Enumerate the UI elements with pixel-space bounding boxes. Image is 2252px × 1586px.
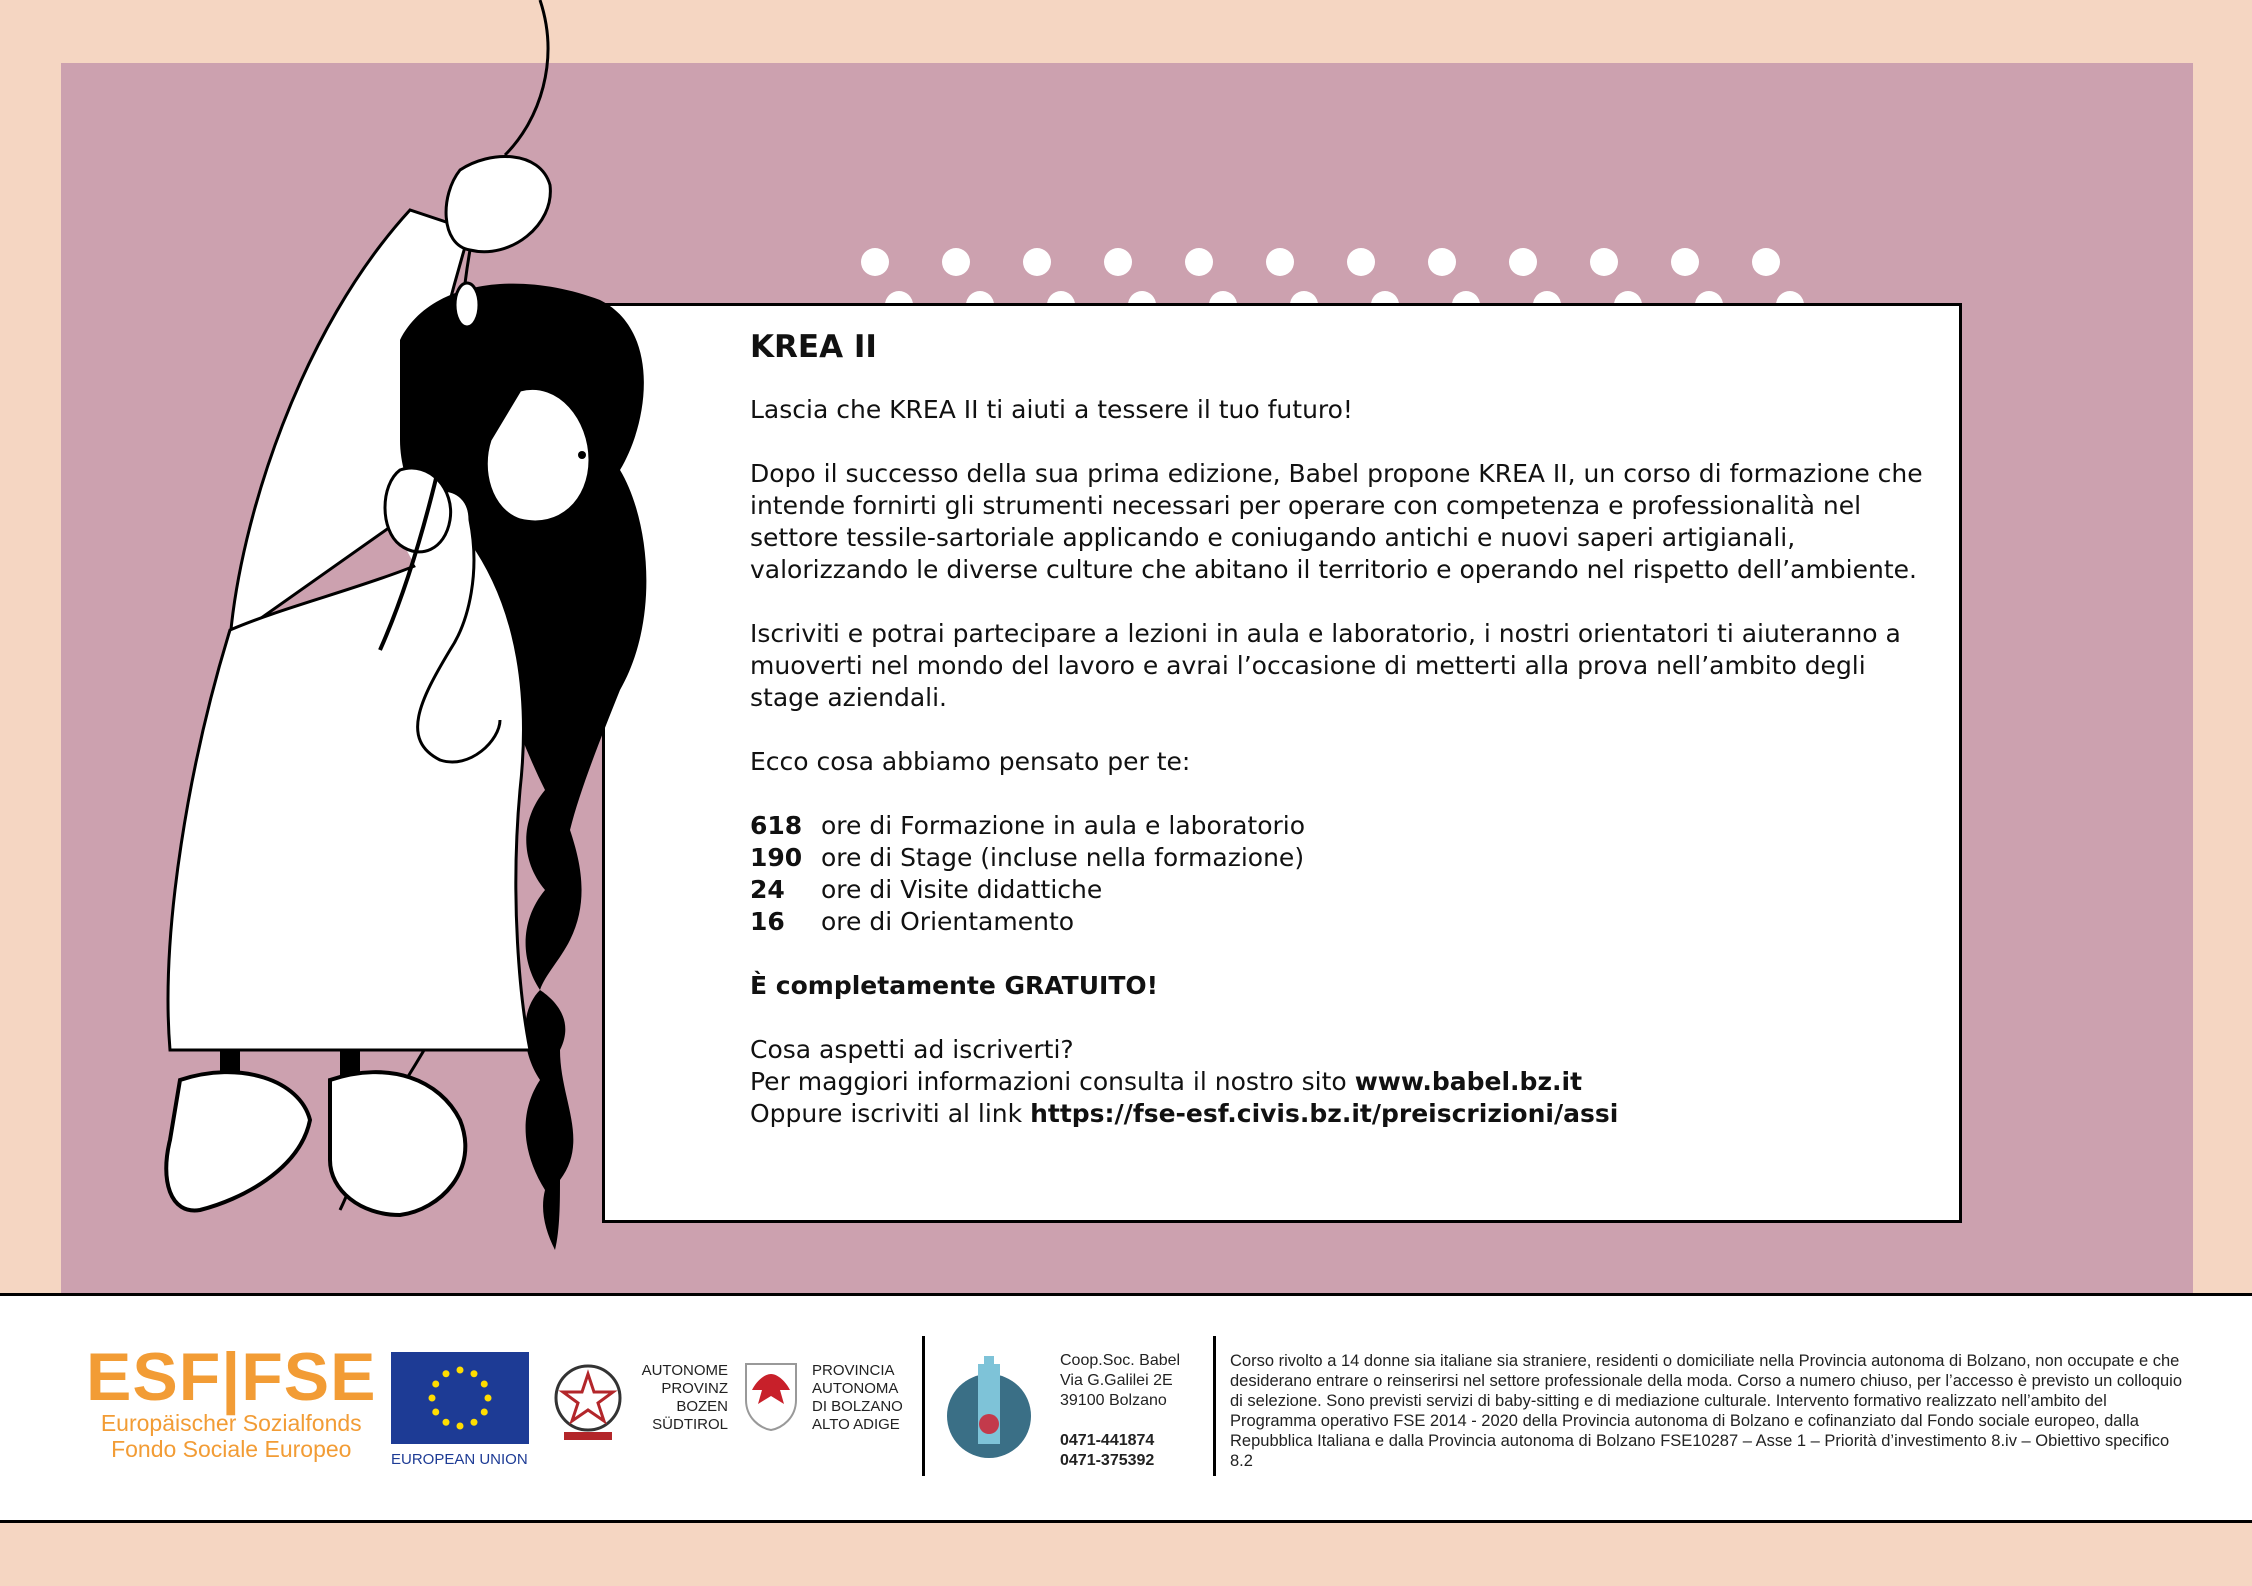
registration-link[interactable]: https://fse-esf.civis.bz.it/preiscrizioni/assi (1030, 1099, 1619, 1128)
eu-flag-icon (391, 1352, 529, 1444)
eu-star-icon (481, 1409, 488, 1416)
cta-question: Cosa aspetti ad iscriverti? (750, 1035, 1074, 1064)
esf-logo (86, 1339, 377, 1462)
hours-label: ore di Formazione in aula e laboratorio (821, 811, 1306, 840)
eu-star-icon (443, 1370, 450, 1377)
province-de-line: PROVINZ (661, 1380, 728, 1397)
hours-label: ore di Stage (incluse nella formazione) (821, 843, 1305, 872)
offer-heading: Ecco cosa abbiamo pensato per te: (750, 747, 1191, 776)
eu-label: EUROPEAN UNION (391, 1451, 528, 1468)
coop-street: Via G.Galilei 2E (1060, 1372, 1173, 1389)
babel-logo-icon (942, 1354, 1036, 1464)
hours-value: 16 (750, 907, 785, 936)
phone-1[interactable]: 0471-441874 (1060, 1432, 1155, 1449)
call-to-action (750, 1034, 1930, 1130)
eu-star-icon (471, 1419, 478, 1426)
province-de-line: SÜDTIROL (652, 1416, 728, 1433)
province-it-line: DI BOLZANO (812, 1398, 903, 1415)
hours-item (750, 874, 1930, 906)
eu-star-icon (443, 1419, 450, 1426)
province-it-line: AUTONOMA (812, 1380, 899, 1397)
footer (0, 1293, 2252, 1523)
hours-list (750, 810, 1930, 938)
hours-item (750, 810, 1930, 842)
coop-address (1060, 1351, 1180, 1471)
province-it-line: ALTO ADIGE (812, 1416, 900, 1433)
cta-link-line (750, 1098, 1930, 1130)
hours-value: 618 (750, 811, 803, 840)
eu-star-icon (457, 1423, 464, 1430)
description-paragraph-1: Dopo il successo della sua prima edizione, Babel propone KREA II, un corso di formazione che intende fornirti gli strumenti necessari per operare con competenza e professionalità nel settore tessile-sartoriale applicando e coniugando antichi e nuovi saperi artigianali, valorizzando le diverse culture che abitano il territorio e operando nel rispetto dell’ambiente. (750, 459, 1923, 584)
eu-star-icon (481, 1381, 488, 1388)
italian-republic-emblem-icon (550, 1356, 626, 1446)
eu-star-icon (471, 1370, 478, 1377)
divider (1213, 1336, 1216, 1476)
eu-star-icon (432, 1409, 439, 1416)
hours-label: ore di Visite didattiche (821, 875, 1103, 904)
province-name-it (812, 1362, 903, 1434)
course-title: KREA II (750, 329, 877, 365)
eu-star-icon (429, 1395, 436, 1402)
website-link[interactable]: www.babel.bz.it (1354, 1067, 1583, 1096)
province-it-line: PROVINCIA (812, 1362, 895, 1379)
funding-info: Corso rivolto a 14 donne sia italiane sia straniere, residenti o domiciliate nella Provincia autonoma di Bolzano, non occupate e che desiderano entrare o reinserirsi nel settore professionale della moda. Corso a numero chiuso, per l’accesso è previsto un colloquio di selezione. Sono previsti servizi di baby-sitting e di mediazione culturale. Intervento formativo realizzato nell’ambito del Programma operativo FSE 2014 - 2020 della Provincia autonoma di Bolzano e cofinanziato dal Fondo sociale europeo, dalla Repubblica Italiana e dalla Provincia autonoma di Bolzano FSE10287 – Asse 1 – Priorità d’investimento 8.iv – Obiettivo specifico 8.2 (1230, 1352, 2183, 1470)
cta-site-prefix: Per maggiori informazioni consulta il nostro sito (750, 1067, 1355, 1096)
coop-name: Coop.Soc. Babel (1060, 1352, 1181, 1369)
hours-value: 190 (750, 843, 803, 872)
course-description (750, 322, 1930, 1130)
hours-item (750, 842, 1930, 874)
phone-2[interactable]: 0471-375392 (1060, 1452, 1155, 1469)
hours-value: 24 (750, 875, 785, 904)
description-paragraph-2: Iscriviti e potrai partecipare a lezioni in aula e laboratorio, i nostri orientatori ti aiuteranno a muoverti nel mondo del lavoro e avrai l’occasione di metterti alla prova nell’ambito degli stage aziendali. (750, 619, 1901, 712)
coop-city: 39100 Bolzano (1060, 1392, 1167, 1409)
south-tyrol-eagle-icon (742, 1360, 800, 1432)
hours-item (750, 906, 1930, 938)
eu-star-icon (485, 1395, 492, 1402)
province-de-line: BOZEN (676, 1398, 728, 1415)
esf-line-de: Europäischer Sozialfonds (100, 1410, 362, 1436)
hours-label: ore di Orientamento (821, 907, 1075, 936)
esf-line-it: Fondo Sociale Europeo (111, 1436, 352, 1462)
eu-star-icon (457, 1367, 464, 1374)
esf-logo-text: ESF|FSE (86, 1339, 377, 1415)
free-note: È completamente GRATUITO! (750, 971, 1159, 1000)
divider (922, 1336, 925, 1476)
cta-link-prefix: Oppure iscriviti al link (750, 1099, 1031, 1128)
intro-text: Lascia che KREA II ti aiuti a tessere il tuo futuro! (750, 395, 1353, 424)
eu-star-icon (432, 1381, 439, 1388)
cta-site-line (750, 1066, 1930, 1098)
province-de-line: AUTONOME (641, 1362, 728, 1379)
province-name-de (640, 1362, 728, 1434)
